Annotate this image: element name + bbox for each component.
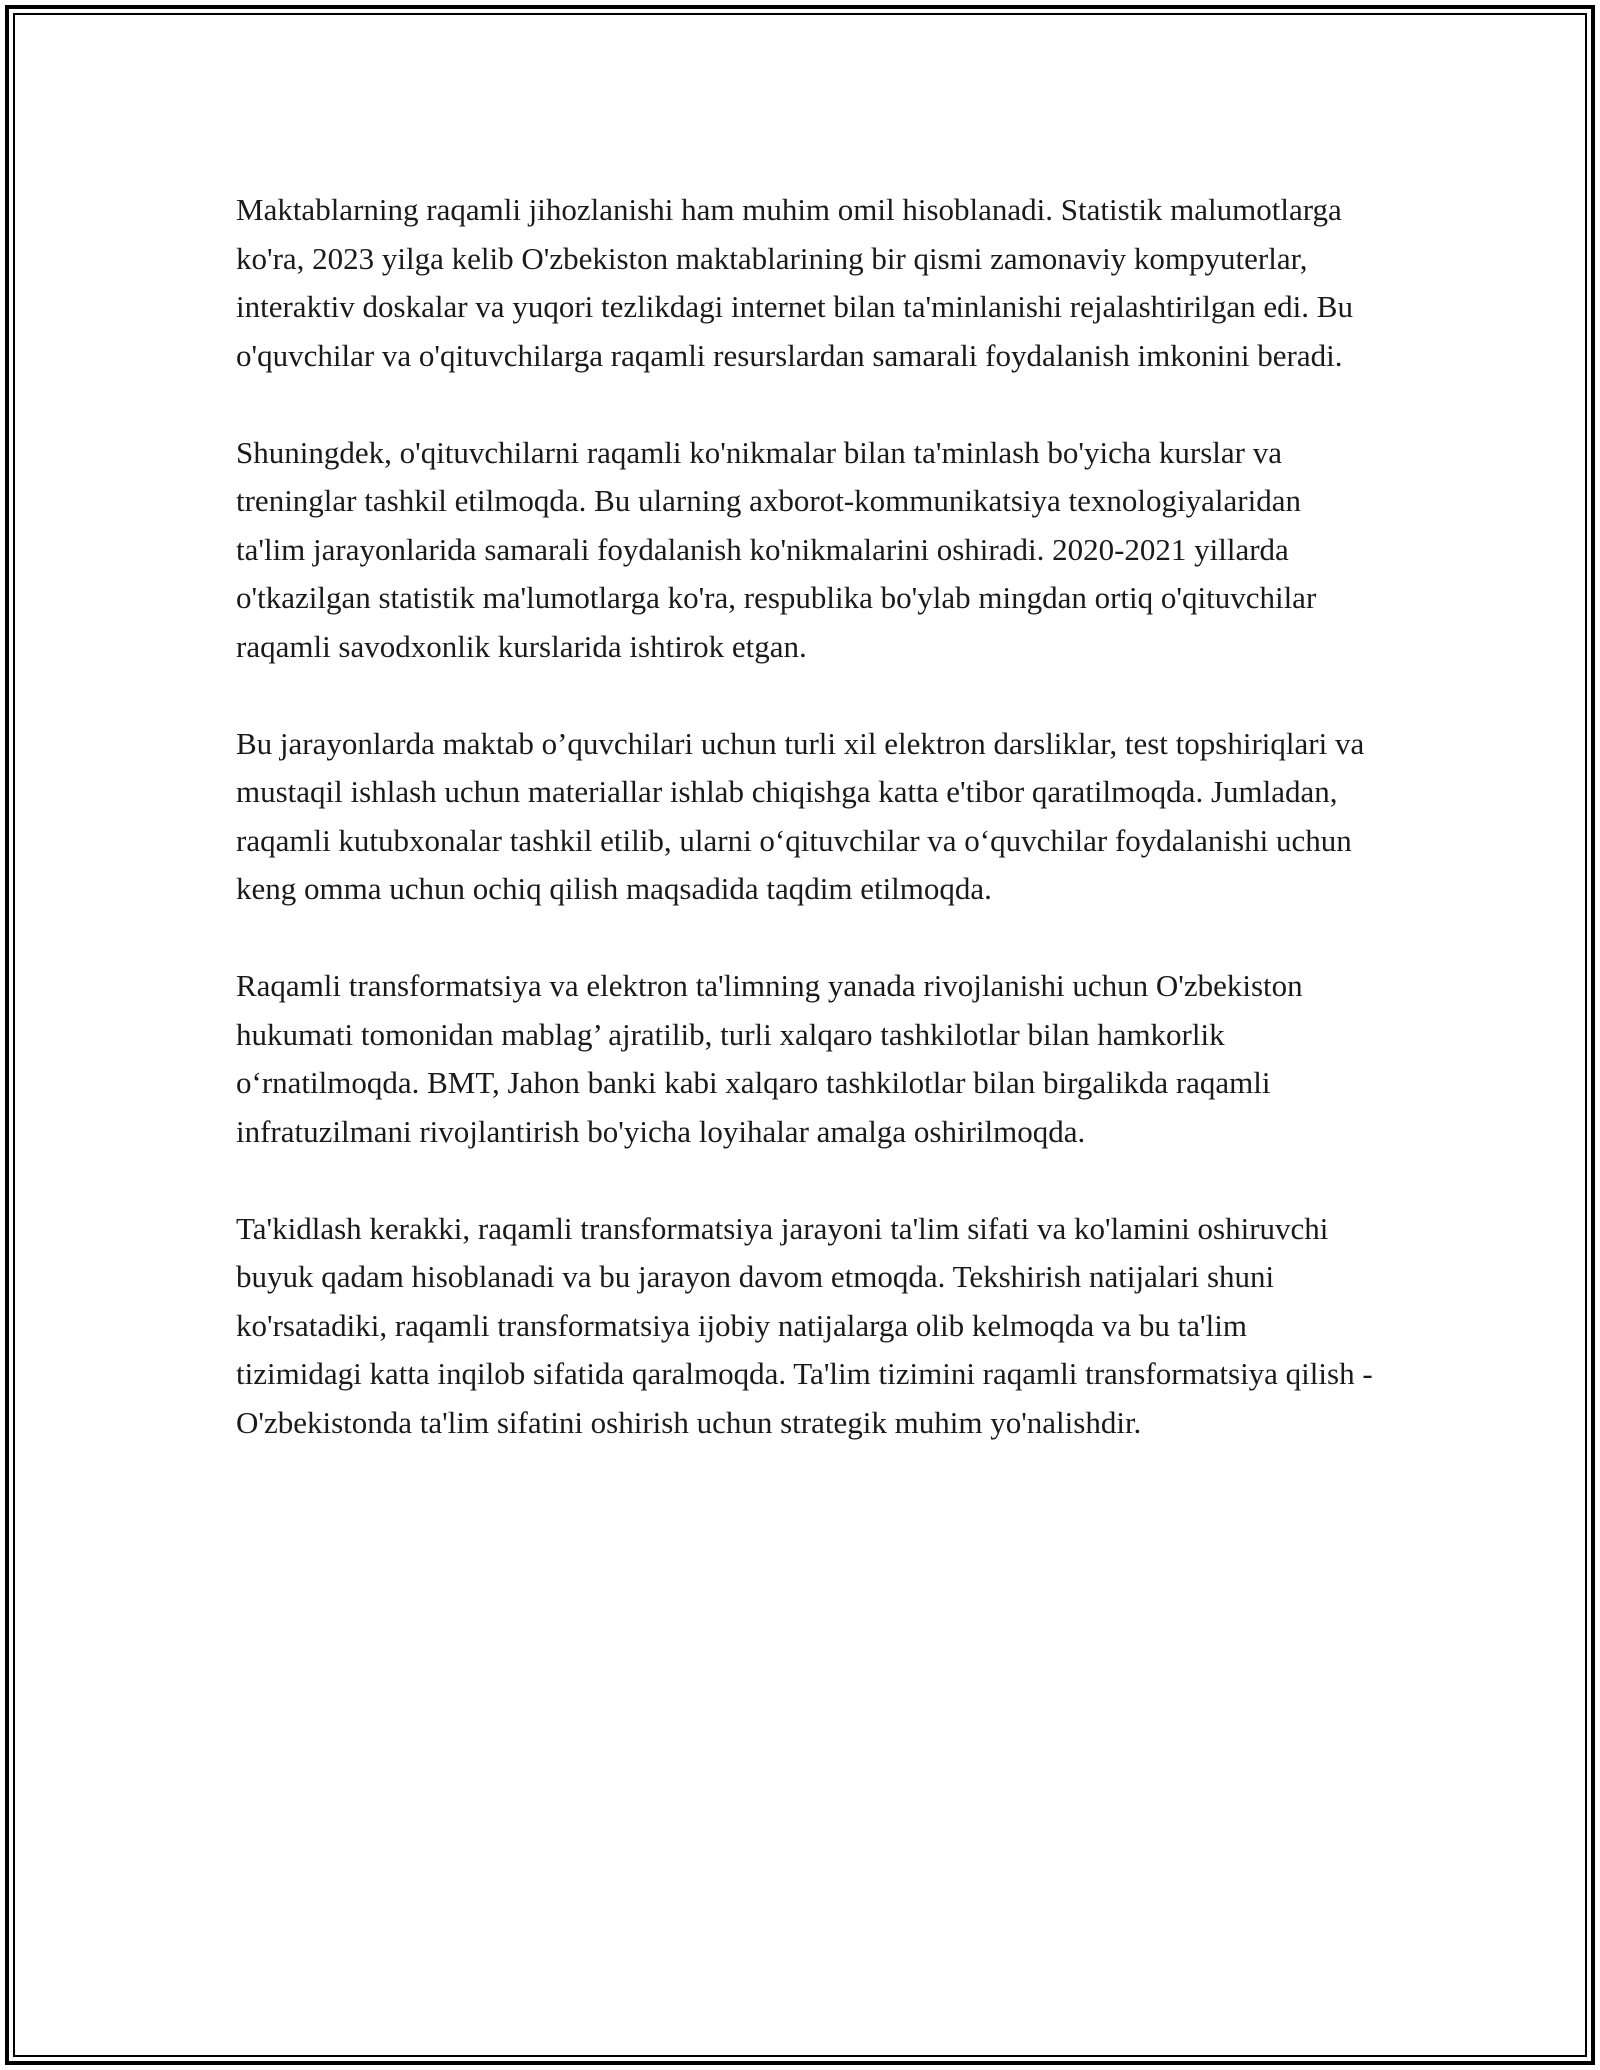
paragraph-digital-equipment: Maktablarning raqamli jihozlanishi ham muhim omil hisoblanadi. Statistik malumotlarga ko'ra, 2023 yilga kelib O'zbekiston maktablarining bir qismi zamonaviy kompyuterlar, interaktiv doskalar va yuqori tezlikdagi internet bilan ta'minlanishi rejalashtirilgan edi. Bu o'quvchilar va o'qituvchilarga raqamli resurslardan samarali foydalanish imkonini beradi. [236, 192, 1353, 373]
paragraph-conclusion: Ta'kidlash kerakki, raqamli transformatsiya jarayoni ta'lim sifati va ko'lamini oshiruvchi buyuk qadam hisoblanadi va bu jarayon davom etmoqda. Tekshirish natijalari shuni ko'rsatadiki, raqamli transformatsiya ijobiy natijalarga olib kelmoqda va bu ta'lim tizimidagi katta inqilob sifatida qaralmoqda. Ta'lim tizimini raqamli transformatsiya qilish - O'zbekistonda ta'lim sifatini oshirish uchun strategik muhim yo'nalishdir. [236, 1210, 1373, 1440]
paragraph-international-cooperation: Raqamli transformatsiya va elektron ta'limning yanada rivojlanishi uchun O'zbekiston hukumati tomonidan mablag’ ajratilib, turli xalqaro tashkilotlar bilan hamkorlik o‘rnatilmoqda. BMT, Jahon banki kabi xalqaro tashkilotlar bilan birgalikda raqamli infratuzilmani rivojlantirish bo'yicha loyihalar amalga oshirilmoqda. [236, 968, 1303, 1149]
paragraph-electronic-materials: Bu jarayonlarda maktab o’quvchilari uchun turli xil elektron darsliklar, test topshiriqlari va mustaqil ishlash uchun materiallar ishlab chiqishga katta e'tibor qaratilmoqda. Jumladan, raqamli kutubxonalar tashkil etilib, ularni o‘qituvchilar va o‘quvchilar foydalanishi uchun keng omma uchun ochiq qilish maqsadida taqdim etilmoqda. [236, 725, 1365, 906]
document-body [236, 186, 1376, 1496]
paragraph-teacher-training: Shuningdek, o'qituvchilarni raqamli ko'nikmalar bilan ta'minlash bo'yicha kurslar va treninglar tashkil etilmoqda. Bu ularning axborot-kommunikatsiya texnologiyalaridan ta'lim jarayonlarida samarali foydalanish ko'nikmalarini oshiradi. 2020-2021 yillarda o'tkazilgan statistik ma'lumotlarga ko'ra, respublika bo'ylab mingdan ortiq o'qituvchilar raqamli savodxonlik kurslarida ishtirok etgan. [236, 434, 1317, 664]
